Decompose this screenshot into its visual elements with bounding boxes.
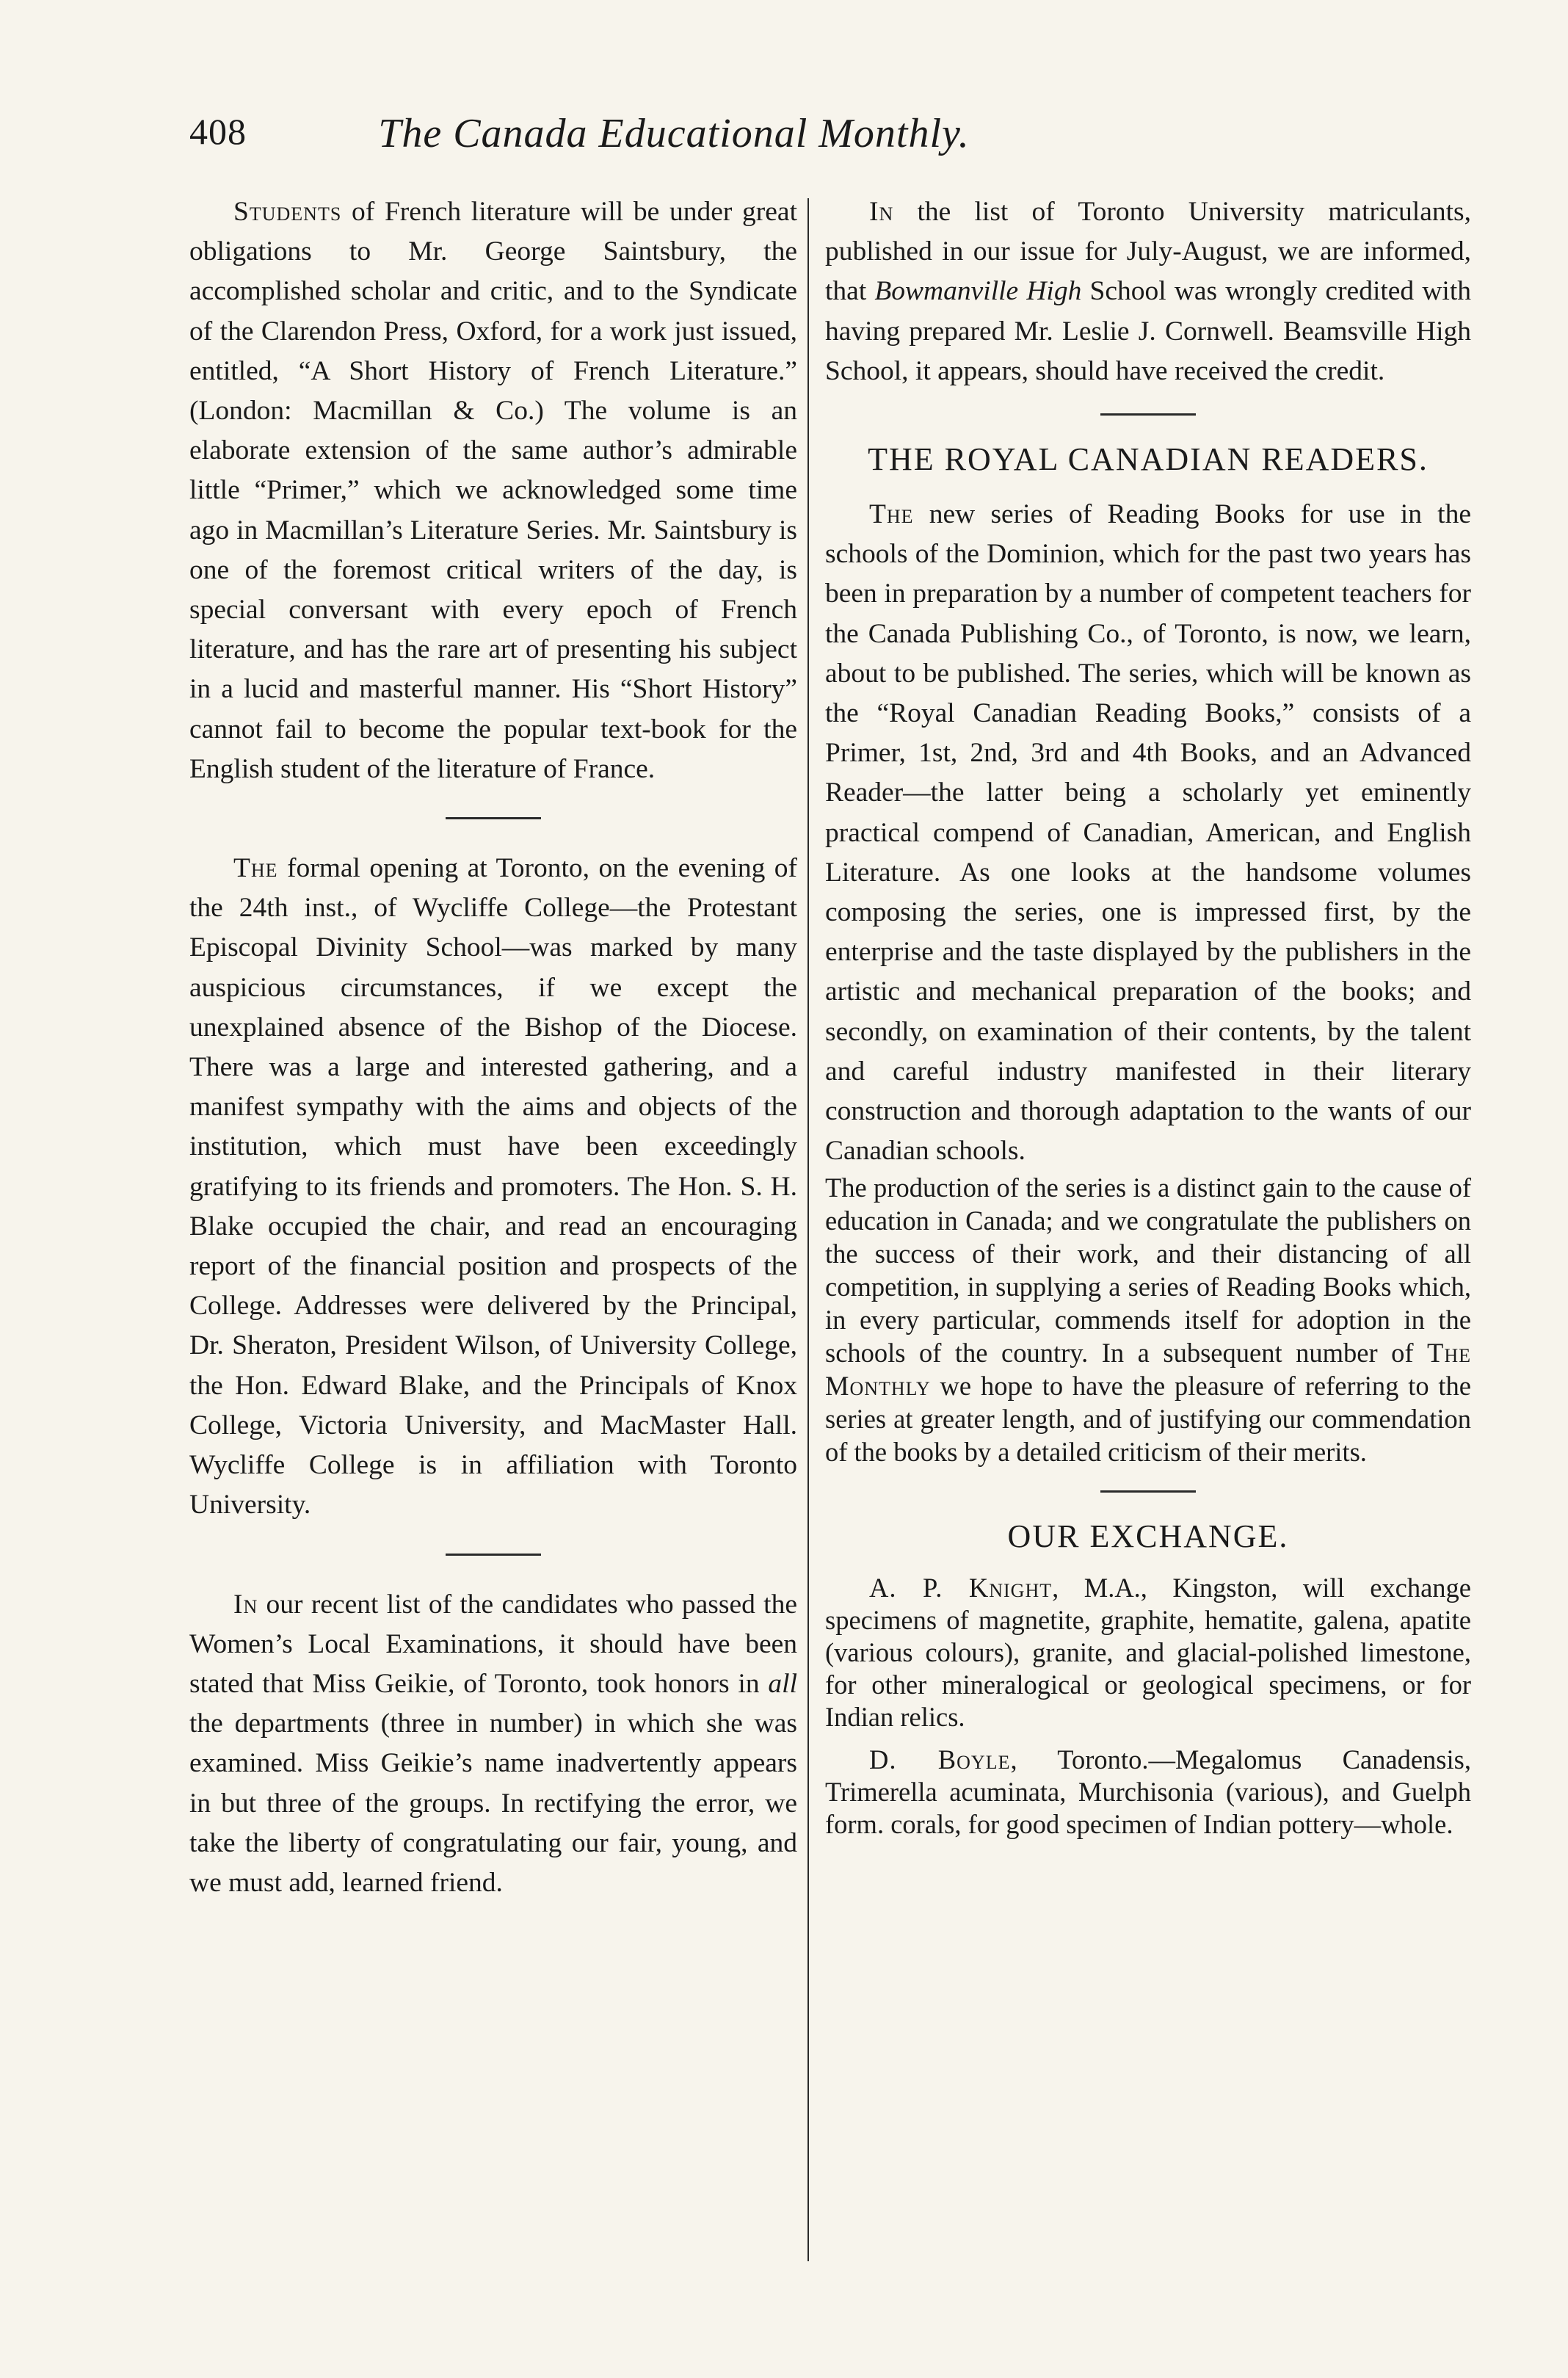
right-column [825, 192, 1471, 1851]
exchange-name: A. P. Knight [869, 1573, 1053, 1603]
paragraph-text: the departments (three in number) in which she was examined. Miss Geikie’s name inadvertently appears in but three of the groups. In rectifying the error, we take the liberty of congratulating our fair, young, and we must add, learned friend. [189, 1708, 797, 1898]
paragraph-text: the list of Toronto University matriculants, published in our issue for July-August, we are informed, that [825, 197, 1471, 307]
article-royal-readers [825, 495, 1471, 1171]
section-heading-exchange: OUR EXCHANGE. [1007, 1518, 1289, 1555]
journal-title: The Canada Educational Monthly. [378, 111, 970, 156]
section-divider [446, 1554, 541, 1556]
section-divider [1100, 413, 1196, 416]
exchange-item [825, 1572, 1471, 1733]
paragraph-text: of French literature will be under great obligations to Mr. George Saintsbury, the accomplished scholar and critic, and to the Syndicate of the Clarendon Press, Oxford, for a work just issued, entitled, “A Short History of French Literature.” (London: Macmillan & Co.) The volume is an elaborate extension of the same author’s admirable little “Primer,” which we acknowledged some time ago in Macmillan’s Literature Series. Mr. Saintsbury is one of the foremost critical writers of the day, is special conversant with every epoch of French literature, and has the rare art of presenting his subject in a lucid and masterful manner. His “Short History” cannot fail to become the popular text-book for the English student of the literature of France. [189, 197, 797, 784]
left-column [189, 192, 797, 1903]
page-number: 408 [189, 111, 247, 152]
running-head [189, 110, 1158, 169]
article-wycliffe-college [189, 849, 797, 1525]
paragraph-lead: The [869, 499, 914, 530]
paragraph-continuation [825, 1171, 1471, 1468]
paragraph-text: formal opening at Toronto, on the evening of the 24th inst., of Wycliffe College—the Protestant Episcopal Divinity School—was marked by many auspicious circumstances, if we except the unexplained absence of the Bishop of the Diocese. There was a large and interested gathering, and a manifest sympathy with the aims and objects of the institution, which must have been exceedingly gratifying to its friends and promoters. The Hon. S. H. Blake occupied the chair, and read an encouraging report of the financial position and prospects of the College. Addresses were delivered by the Principal, Dr. Sheraton, President Wilson, of University College, the Hon. Edward Blake, and the Principals of Knox College, Victoria University, and MacMaster Hall. Wycliffe College is in affiliation with Toronto University. [189, 853, 797, 1520]
paragraph-text: we hope to have the pleasure of referring to the series at greater length, and of justifying our commendation of the books by a detailed criticism of their merits. [825, 1371, 1471, 1468]
paragraph-text: School was wrongly credited with having prepared Mr. Leslie J. Cornwell. Beamsville High School, it appears, should have received the credit. [825, 276, 1472, 386]
exchange-entry [825, 1744, 1471, 1841]
emphasis-text: all [768, 1668, 797, 1699]
article-matriculants [825, 192, 1471, 391]
exchange-text: , M.A., Kingston, will exchange specimens of magnetite, graphite, hematite, galena, apatite (various colours), granite, and glacial-polished limestone, for other mineralogical or geological specimens, or for Indian relics. [825, 1573, 1471, 1733]
paragraph-text: The production of the series is a distinct gain to the cause of education in Canada; and we congratulate the publishers on the success of their work, and their distancing of all competition, in supplying a series of Reading Books which, in every particular, commends itself for adoption in the schools of the country. In a subsequent number of [825, 1172, 1471, 1369]
article-royal-readers-continued [825, 1171, 1471, 1468]
paragraph-lead: Students [233, 197, 342, 227]
paragraph-text: our recent list of the candidates who passed the Women’s Local Examinations, it should have been stated that Miss Geikie, of Toronto, took honors in [189, 1589, 797, 1699]
section-heading-royal-readers: THE ROYAL CANADIAN READERS. [868, 441, 1429, 478]
paragraph-lead: In [869, 197, 894, 227]
paragraph-text: new series of Reading Books for use in the schools of the Dominion, which for the past two years has been in preparation by a number of competent teachers for the Canada Publishing Co., of Toronto, is now, we learn, about to be published. The series, which will be known as the “Royal Canadian Reading Books,” consists of a Primer, 1st, 2nd, 3rd and 4th Books, and an Advanced Reader—the latter being a scholarly yet eminently practical compend of Canadian, American, and English Literature. As one looks at the handsome volumes composing the series, one is impressed first, by the enterprise and the taste displayed by the publishers in the artistic and mechanical preparation of the books; and secondly, on examination of their contents, by the talent and careful industry manifested in their literary construction and thorough adaptation to the wants of our Canadian schools. [825, 499, 1471, 1167]
exchange-text: , Toronto.—Megalomus Canadensis, Trimerella acuminata, Murchisonia (various), and Guelph form. corals, for good specimen of Indian pottery—whole. [825, 1744, 1471, 1840]
exchange-entry [825, 1572, 1471, 1733]
exchange-name: D. Boyle [869, 1744, 1011, 1775]
article-miss-geikie [189, 1585, 797, 1904]
section-divider [1100, 1490, 1196, 1493]
exchange-item [825, 1744, 1471, 1841]
emphasis-text: Bowmanville High [874, 276, 1082, 307]
section-divider [446, 817, 541, 819]
journal-reference: The Monthly [825, 1338, 1471, 1402]
paragraph-lead: In [233, 1589, 258, 1620]
paragraph-lead: The [233, 853, 278, 884]
article-saintsbury [189, 192, 797, 789]
column-divider [807, 198, 809, 2261]
